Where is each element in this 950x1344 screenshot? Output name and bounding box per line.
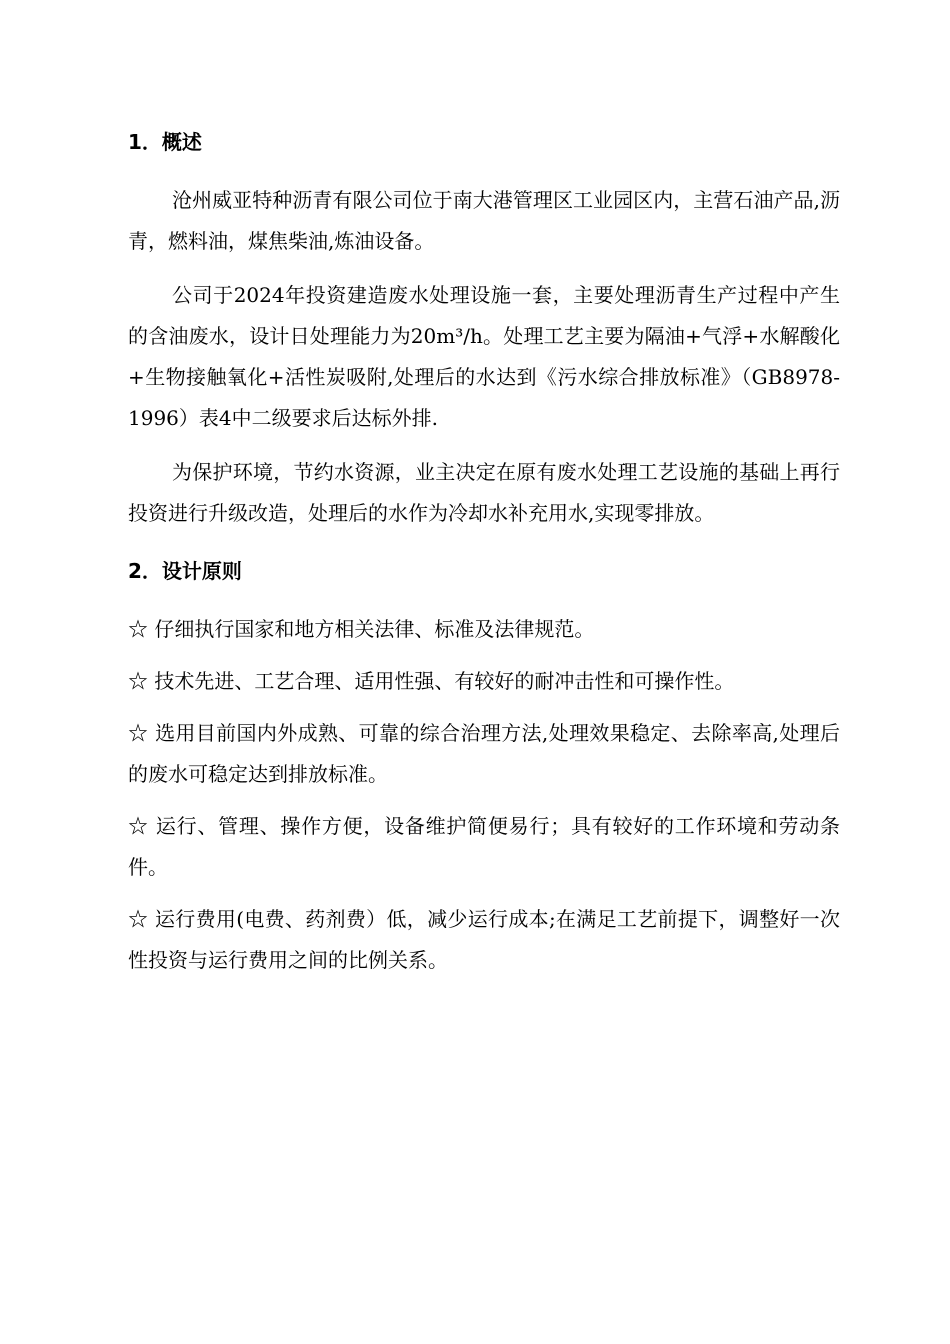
- principle-item: ☆ 选用目前国内外成熟、可靠的综合治理方法,处理效果稳定、去除率高,处理后的废水可稳定达到排放标准。: [128, 721, 840, 786]
- principle-item: ☆ 运行费用(电费、药剂费）低，减少运行成本;在满足工艺前提下，调整好一次性投资与运行费用之间的比例关系。: [128, 907, 840, 972]
- paragraph-existing-facility: 公司于2024年投资建造废水处理设施一套，主要处理沥青生产过程中产生的含油废水，设计日处理能力为20m³/h。处理工艺主要为隔油+气浮+水解酸化+生物接触氧化+活性炭吸附,处理后的水达到《污水综合排放标准》（GB8978-1996）表4中二级要求后达标外排.: [128, 283, 840, 430]
- section-design-principles: [128, 547, 840, 981]
- principle-item: ☆ 仔细执行国家和地方相关法律、标准及法律规范。: [128, 617, 595, 641]
- section-heading-overview: 1．概述: [128, 130, 202, 154]
- principle-item: ☆ 运行、管理、操作方便，设备维护简便易行；具有较好的工作环境和劳动条件。: [128, 814, 840, 879]
- paragraph-upgrade-goal: 为保护环境，节约水资源，业主决定在原有废水处理工艺设施的基础上再行投资进行升级改造，处理后的水作为冷却水补充用水,实现零排放。: [128, 460, 840, 525]
- section-overview: [128, 118, 840, 534]
- document-page: [128, 118, 840, 992]
- principle-item: ☆ 技术先进、工艺合理、适用性强、有较好的耐冲击性和可操作性。: [128, 669, 735, 693]
- section-heading-design-principles: 2．设计原则: [128, 559, 242, 583]
- paragraph-company-intro: 沧州威亚特种沥青有限公司位于南大港管理区工业园区内，主营石油产品,沥青，燃料油，煤焦柴油,炼油设备。: [128, 188, 840, 253]
